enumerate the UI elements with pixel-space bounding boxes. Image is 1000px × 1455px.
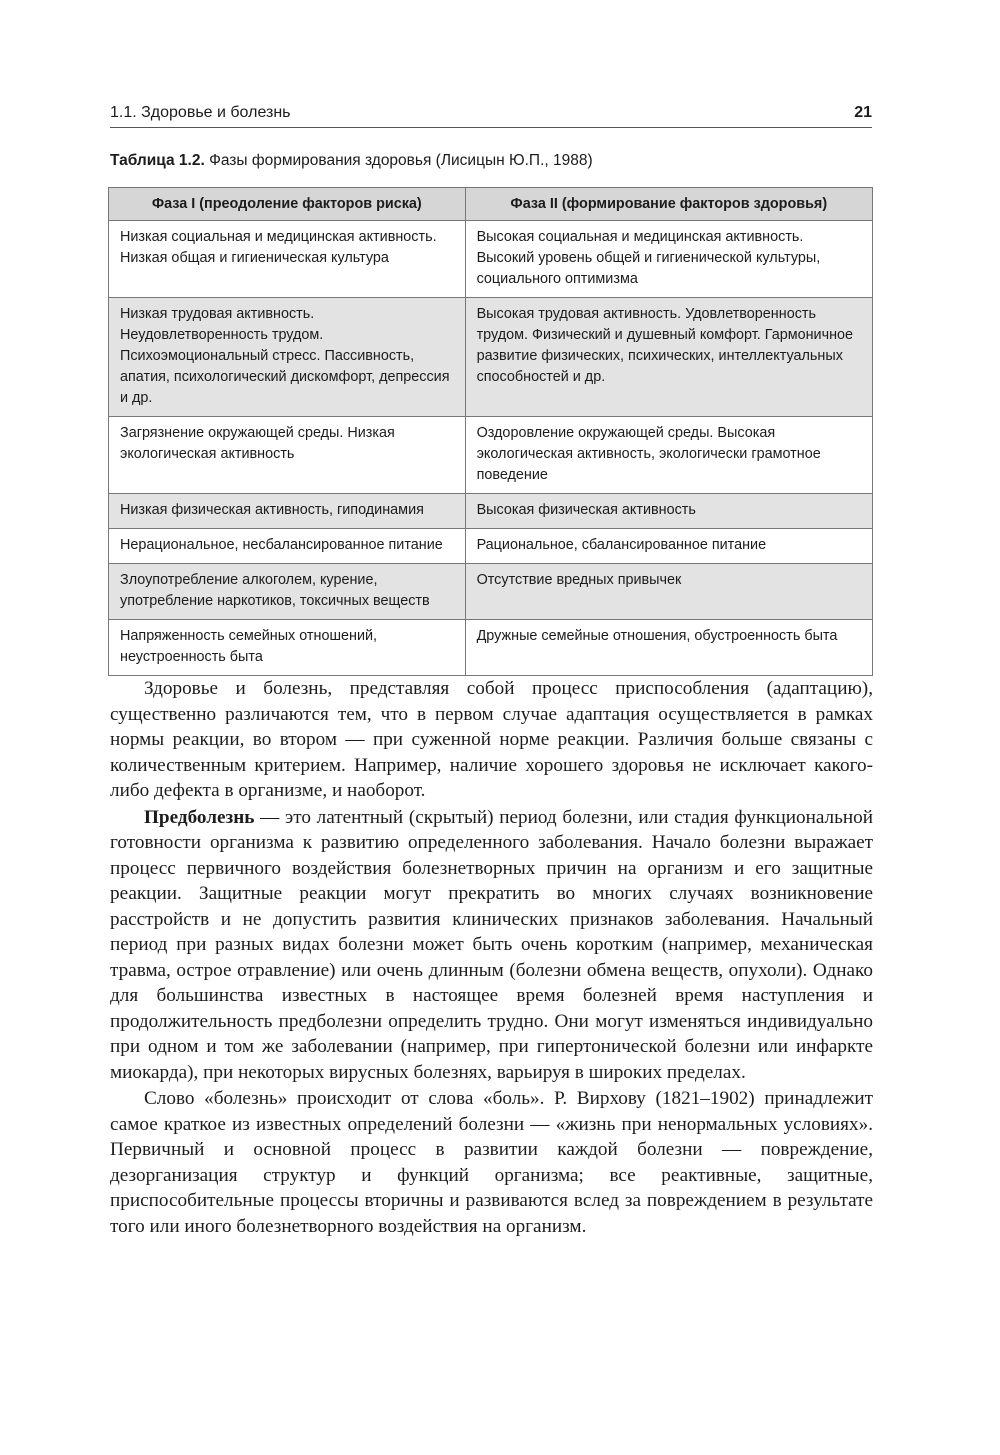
- table-cell: Отсутствие вредных привычек: [465, 564, 872, 620]
- page-number: 21: [854, 104, 872, 121]
- table-caption-text: Фазы формирования здоровья (Лисицын Ю.П., 1988): [204, 152, 593, 169]
- table-row: [109, 564, 873, 620]
- table-cell: Высокая социальная и медицинская активность. Высокий уровень общей и гигиенической культуры, социального оптимизма: [465, 221, 872, 298]
- paragraph: Здоровье и болезнь, представляя собой процесс приспособления (адаптацию), существенно различаются тем, что в первом случае адаптация осуществляется в рамках нормы реакции, во втором — при суженной норме реакции. Различия больше связаны с количественным критерием. Например, наличие хорошего здоровья не исключает какого-либо дефекта в организме, и наоборот.: [110, 678, 873, 801]
- table-header-row: [109, 188, 873, 221]
- table-row: [109, 620, 873, 676]
- table-cell: Загрязнение окружающей среды. Низкая экологическая активность: [109, 417, 466, 494]
- table-cell: Низкая трудовая активность. Неудовлетворенность трудом. Психоэмоциональный стресс. Пассивность, апатия, психологический дискомфорт, депрессия и др.: [109, 298, 466, 417]
- running-title: 1.1. Здоровье и болезнь: [110, 104, 291, 121]
- table-row: [109, 298, 873, 417]
- phases-table: [108, 187, 873, 676]
- table-cell: Дружные семейные отношения, обустроенность быта: [465, 620, 872, 676]
- term-predbolezn: Предболезнь: [144, 806, 255, 828]
- page-header: [110, 104, 872, 128]
- body-text: [110, 676, 873, 1240]
- table-cell: Высокая физическая активность: [465, 494, 872, 529]
- table-cell: Злоупотребление алкоголем, курение, употребление наркотиков, токсичных веществ: [109, 564, 466, 620]
- table-row: [109, 417, 873, 494]
- table-row: [109, 494, 873, 529]
- paragraph-text: — это латентный (скрытый) период болезни, или стадия функциональной готовности организма к развитию определенного заболевания. Начало болезни выражает процесс первичного воздействия болезнетворных причин на организм и его защитные реакции. Защитные реакции могут прекратить во многих случаях возникновение расстройств и не допустить развития клинических признаков заболевания. Начальный период при разных видах болезни может быть очень коротким (например, механическая травма, острое отравление) или очень длинным (болезни обмена веществ, опухоли). Однако для большинства известных в настоящее время болезней время наступления и продолжительность предболезни определить трудно. Они могут изменяться индивидуально при одном и том же заболевании (например, при гипертонической болезни или инфаркте миокарда), при некоторых вирусных болезнях, варьируя в широких пределах.: [110, 806, 873, 1083]
- table-row: [109, 529, 873, 564]
- table-cell: Напряженность семейных отношений, неустроенность быта: [109, 620, 466, 676]
- table-cell: Низкая физическая активность, гиподинамия: [109, 494, 466, 529]
- paragraph: [110, 805, 873, 1086]
- table-caption: [110, 152, 872, 170]
- table-cell: Нерациональное, несбалансированное питание: [109, 529, 466, 564]
- table-row: [109, 221, 873, 298]
- paragraph: Слово «болезнь» происходит от слова «боль». Р. Вирхову (1821–1902) принадлежит самое краткое из известных определений болезни — «жизнь при ненормальных условиях». Первичный и основной процесс в развитии каждой болезни — повреждение, дезорганизация структур и функций организма; все реактивные, защитные, приспособительные процессы вторичны и развиваются вслед за повреждением в результате того или иного болезнетворного воздействия на организм.: [110, 1088, 873, 1237]
- table-caption-label: Таблица 1.2.: [110, 152, 205, 169]
- column-header-phase-2: Фаза II (формирование факторов здоровья): [465, 188, 872, 221]
- table-cell: Оздоровление окружающей среды. Высокая экологическая активность, экологически грамотное поведение: [465, 417, 872, 494]
- column-header-phase-1: Фаза I (преодоление факторов риска): [109, 188, 466, 221]
- table-cell: Рациональное, сбалансированное питание: [465, 529, 872, 564]
- table-cell: Высокая трудовая активность. Удовлетворенность трудом. Физический и душевный комфорт. Гармоничное развитие физических, психических, интеллектуальных способностей и др.: [465, 298, 872, 417]
- table-cell: Низкая социальная и медицинская активность. Низкая общая и гигиеническая культура: [109, 221, 466, 298]
